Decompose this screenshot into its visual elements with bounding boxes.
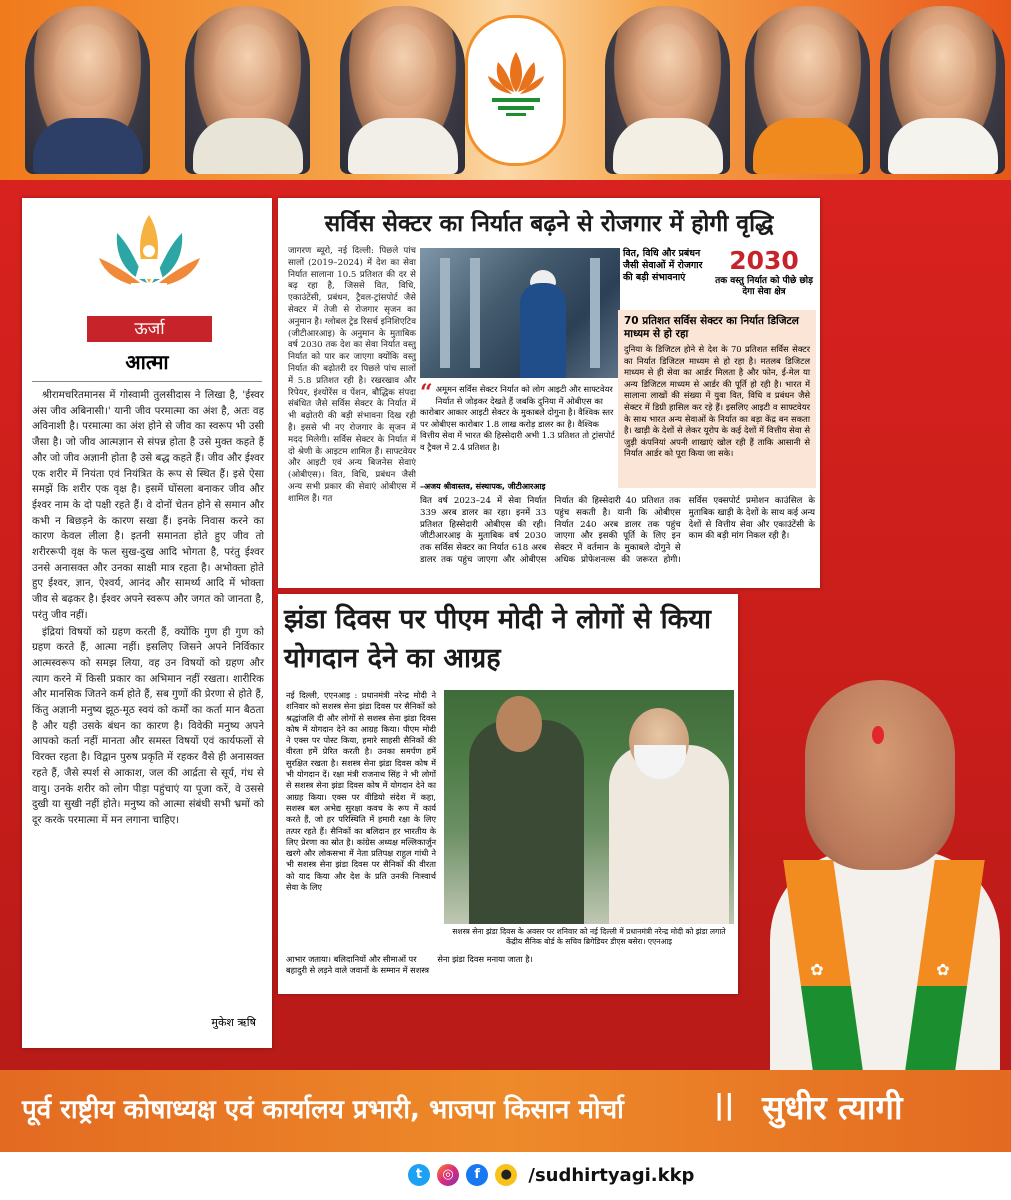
- flag-day-photo: [444, 690, 734, 924]
- lotus-icon: ✿: [936, 960, 950, 979]
- facebook-icon[interactable]: f: [466, 1164, 488, 1186]
- leader-photo-2: [185, 6, 310, 174]
- instagram-icon[interactable]: ◎: [437, 1164, 459, 1186]
- urja-banner: ऊर्जा: [87, 316, 212, 342]
- article-headline: सर्विस सेक्टर का निर्यात बढ़ने से रोजगार में होगी वृद्धि: [324, 211, 774, 237]
- year-text: तक वस्तु निर्यात को पीछे छोड़ देगा सेवा क्षेत्र: [715, 276, 813, 297]
- meditation-icon: [97, 213, 202, 313]
- footer-band: [0, 1070, 1011, 1152]
- article-service-export: [278, 198, 820, 588]
- factory-worker-photo: [420, 248, 620, 378]
- leader-photo-1: [25, 6, 150, 174]
- quote-text: अमूमन सर्विस सेक्टर निर्यात को लोग आइटी और साफ्टवेयर निर्यात से जोड़कर देखते हैं जबकि दुनिया में ओबीएस का कारोबार आकार आइटी सेक्टर के मुकाबले दोगुना है। वैश्विक स्तर पर ओबीएस कारोबार 1.8 लाख करोड़ डालर का है। वैश्विक वित्तीय सेवा में भारत की हिस्सेदारी अभी 1.3 प्रतिशत तो ट्रांसपोर्ट व ट्रैवल में 2.4 प्रतिशत है।: [420, 384, 615, 452]
- year-figure: 2030: [729, 246, 799, 275]
- article-intro: जागरण ब्यूरो, नई दिल्ली: पिछले पांच सालों (2019–2024) में देश का सेवा निर्यात सालाना 10.5 प्रतिशत की दर से बढ़ रहा है, जिससे वित, विधि, एकाउंटेंसी, प्रबंधन, ट्रैवल-ट्रांसपोर्ट जैसे सेक्टर में तेजी से रोजगार सृजन का अनुमान है। ग्लोबल ट्रेड रिसर्च इनिशिएटिव (जीटीआरआइ) के अनुमान के मुताबिक वर्ष 2030 तक देश का सेवा निर्यात वस्तु निर्यात को पार कर जाएगा क्योंकि वस्तु निर्यात की बढ़ोतरी दर पिछले पांच सालों में 5.8 प्रतिशत रही है। रखरखाव और रिपेयर, इंश्योरेंस व पेंशन, बौद्धिक संपदा संबंधित जैसे सर्विस सेक्टर के निर्यात में भी बढ़ोतरी की बड़ी संभावना दिख रही है। इससे भी नए रोजगार के सृजन में मदद मिलेगी। सर्विस सेक्टर के निर्यात में दो श्रेणी के आइटम शामिल हैं। साफ्टवेयर और आइटी एवं अन्य बिजनेस सेवाएं (ओबीएस)। वित, विधि, प्रबंधन जैसी अन्य सभी प्रकार की सेवाएं ओबीएस में शामिल हैं। गत: [288, 246, 416, 504]
- bjp-logo: [465, 15, 566, 166]
- twitter-icon[interactable]: t: [408, 1164, 430, 1186]
- article-flag-day: [278, 594, 738, 994]
- bjp-lotus-icon: [486, 48, 546, 118]
- photo-caption: सशस्त्र सेना झंडा दिवस के अवसर पर शनिवार को नई दिल्ली में प्रधानमंत्री नरेन्द्र मोदी को झंडा लगाते केंद्रीय सैनिक बोर्ड के सचिव ब्रिगेडियर डीएस बसेरा। एएनआइ: [452, 927, 726, 946]
- pull-quote: [420, 380, 615, 453]
- article-headline: झंडा दिवस पर पीएम मोदी ने लोगों से किया योगदान देने का आग्रह: [284, 604, 712, 674]
- urja-column: [22, 198, 272, 1048]
- leader-photo-3: [340, 6, 465, 174]
- quote-mark-icon: “: [420, 380, 433, 406]
- leader-photo-6: [880, 6, 1005, 174]
- column-body: [32, 388, 264, 830]
- column-title: आत्मा: [125, 350, 169, 374]
- column-paragraph: इंद्रियां विषयों को ग्रहण करती हैं, क्योंकि गुण ही गुण को ग्रहण करते हैं, आत्मा नहीं। इसलिए जिसने अपने निर्विकार आत्मस्वरूप को समझ लिया, वह उन विषयों को ग्रहण और त्याग करने में किसी प्रकार का अभिमान नहीं रखता। शारीरिक और मानसिक जितने कर्म होते हैं, सब गुणों की प्रेरणा से होते हैं, किंतु अज्ञानी मनुष्य झूठ-मूठ स्वयं को कर्मों का कर्ता मान बैठता है और यही उसके बंधन का कारण है। विवेकी मनुष्य अपने आपको कर्ता नहीं मानता और समस्त विषयों एवं कार्यफलों से विरक्त रहता है। विद्वान पुरुष प्रकृति में रहकर वैसे ही अनासक्त रहते हैं, जैसे स्पर्श से आकाश, जल की आर्द्रता से सूर्य, गंध से वायु। उनके शरीर को लोग पीड़ा पहुंचाएं या पूजा करें, वे उससे दुखी या सुखी नहीं होते। मनुष्य को आत्मा संबंधी सभी भ्रमों को दूर करके परमात्मा में मन लगाना चाहिए।: [32, 626, 264, 826]
- koo-icon[interactable]: ●: [495, 1164, 517, 1186]
- highlight-bullet: वित, विधि और प्रबंधन जैसी सेवाओं में रोजगार की बड़ी संभावनाएं: [623, 248, 703, 283]
- subhead-box: [618, 310, 816, 488]
- leader-photo-4: [605, 6, 730, 174]
- social-handle[interactable]: /sudhirtyagi.kkp: [528, 1164, 695, 1186]
- subhead: 70 प्रतिशत सर्विस सेक्टर का निर्यात डिजिटल माध्यम से हो रहा: [624, 315, 799, 340]
- article-body: नई दिल्ली, एएनआइ : प्रधानमंत्री नरेन्द्र मोदी ने शनिवार को सशस्त्र सेना झंडा दिवस पर सैनिकों को श्रद्धांजलि दी और लोगों से सशस्त्र सेना झंडा दिवस कोष में योगदान देने का आग्रह किया। पीएम मोदी ने एक्स पर पोस्ट किया, हमारे साहसी सैनिकों की वीरता हमें प्रेरित करती है। उनका समर्पण हमें सुरक्षित रखता है। सशस्त्र सेना झंडा दिवस कोष में भी योगदान दें। रक्षा मंत्री राजनाथ सिंह ने भी लोगों से सशस्त्र सेना झंडा दिवस कोष में योगदान देने का आग्रह किया। एक्स पर वीडियो संदेश में कहा, सशस्त्र बल अभेद्य सुरक्षा कवच के रूप में कार्य करते हैं, जो हर परिस्थिति में हमारी रक्षा के लिए तत्पर रहते हैं। सैनिकों का बलिदान हर भारतीय के लिए प्रेरणा का स्रोत है। कांग्रेस अध्यक्ष मल्लिकार्जुन खरगे और लोकसभा में नेता प्रतिपक्ष राहुल गांधी ने भी सशस्त्र सेना झंडा दिवस पर सैनिकों की वीरता को याद किया और देश के प्रति उनकी निःस्वार्थ सेवा के लिए: [286, 690, 436, 893]
- leader-photo-5: [745, 6, 870, 174]
- social-bar: [0, 1152, 1011, 1200]
- header-band: [0, 0, 1011, 180]
- lotus-icon: ✿: [810, 960, 824, 979]
- subhead-body: दुनिया के डिजिटल होने से देश के 70 प्रतिशत सर्विस सेक्टर का निर्यात डिजिटल माध्यम से हो रहा है। मतलब डिजिटल माध्यम से ही सेवा का आर्डर मिलता है और फोन, ई-मेल या अन्य डिजिटल माध्यम से आर्डर की पूर्ति हो रही है। भारत में सालाना लाखों की संख्या में युवा वित, विधि व प्रबंधन जैसे सेक्टर में डिग्री हासिल कर रहे हैं। इसलिए आइटी व साफ्टवेयर के साथ भारत अन्य सेवाओं के निर्यात का बड़ा केंद्र बन सकता है। खाड़ी के देशों से लेकर यूरोप के कई देशों में वित्तीय सेवा से जुड़ी कंपनियां अपनी शाखाएं खोल रही हैं ताकि आसानी से निर्यात आर्डर को पूरा किया जा सके।: [624, 344, 810, 459]
- divider: [32, 381, 262, 382]
- year-callout: [710, 246, 818, 298]
- article-continuation: वित वर्ष 2023–24 में सेवा निर्यात 339 अरब डालर का रहा। इनमें 33 प्रतिशत हिस्सेदारी ओबीएस की रही। जीटीआरआइ के मुताबिक वर्ष 2030 तक सर्विस सेक्टर का निर्यात 618 अरब डालर तक पहुंच जाएगा और ओबीएस निर्यात की हिस्सेदारी 40 प्रतिशत तक पहुंच सकती है। यानी कि ओबीएस निर्यात 240 अरब डालर तक पहुंच जाएगा और इसकी पूर्ति के लिए इन सेक्टर में वर्तमान के मुकाबले दोगुने से अधिक प्रोफेशनल्स की जरूरत होगी। सर्विस एक्सपोर्ट प्रमोशन काउंसिल के मुताबिक खाड़ी के देशों के साथ कई अन्य देशों से वित्तीय सेवा और एकाउंटेंसी के काम की बड़ी मांग निकल रही है।: [420, 496, 815, 565]
- column-author: मुकेश ऋषि: [211, 1016, 256, 1029]
- candidate-name: सुधीर त्यागी: [762, 1088, 903, 1127]
- candidate-photo: [750, 660, 1011, 1070]
- article-bottom: आभार जताया। बलिदानियों और सीमाओं पर बहादुरी से लड़ने वाले जवानों के सम्मान में सशस्त्र सेना झंडा दिवस मनाया जाता है।: [286, 954, 533, 976]
- designation: पूर्व राष्ट्रीय कोषाध्यक्ष एवं कार्यालय प्रभारी, भाजपा किसान मोर्चा: [22, 1095, 624, 1125]
- separator: ||: [714, 1088, 735, 1121]
- column-paragraph: श्रीरामचरितमानस में गोस्वामी तुलसीदास ने लिखा है, 'ईस्वर अंस जीव अबिनासी।' यानी जीव परमात्मा का अंश है, अतः वह अविनाशी है। परमात्मा का अंश होने से जीव का स्वरूप भी उसी जैसा है। जो जीव आत्मज्ञान से संपन्न होता है उसे मुक्त कहते हैं और जो जीव अज्ञानी होता है उसे बद्ध कहते हैं। जीव और ईश्वर एक शरीर में नियंता एवं नियंत्रित के रूप से स्थित हैं। इसे ऐसा समझें कि शरीर एक वृक्ष है। इसमें घोंसला बनाकर जीव और ईश्वर नाम के दो पक्षी रहते हैं। वे दोनों चेतन होने से समान और कभी न बिछड़ने के कारण सखा हैं। इनके निवास करने का कारण केवल लीला है। इतनी समानता होते हुए जीव तो शरीररूपी वृक्ष के फल सुख-दुख आदि भोगता है, परंतु ईश्वर उनसे अनासक्त और उनका साक्षी मात्र रहता है। अभोक्ता होते हुए ईश्वर, ज्ञान, ऐश्वर्य, आनंद और सामर्थ्य आदि में भोक्ता जीव से बढ़कर है। ईश्वर अपने स्वरूप और जगत को जानता है, परंतु जीव नहीं।: [32, 390, 264, 621]
- quote-byline: –अजय श्रीवास्तव, संस्थापक, जीटीआरआइ: [420, 482, 546, 491]
